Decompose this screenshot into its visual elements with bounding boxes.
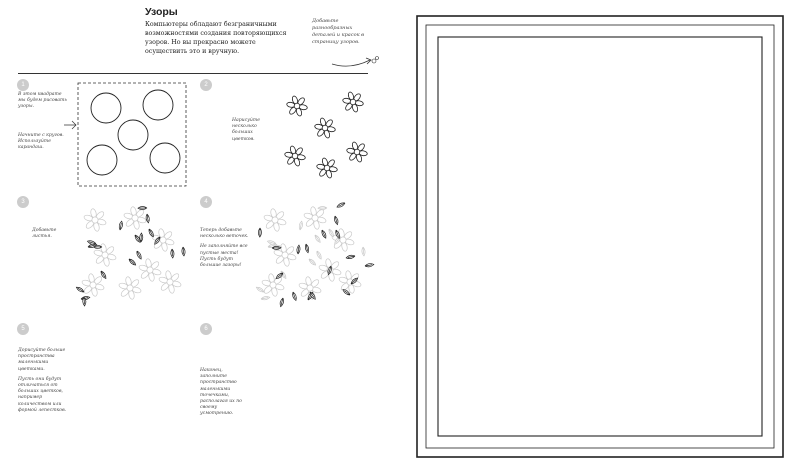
step-1-illustration xyxy=(70,80,190,190)
step-2-text: Нарисуйте несколько больших цветков. xyxy=(232,118,260,142)
step-1-badge: 1 xyxy=(17,79,29,91)
step-2-illustration xyxy=(275,88,385,183)
step-5-text: Дорисуйте больше пространства маленькими цветками. Пусть они будут отличаться от больших цветков, например количеством или формой лепестков. xyxy=(18,348,67,413)
step-2-badge: 2 xyxy=(200,79,212,91)
pattern-page xyxy=(400,0,800,470)
intro-text: Компьютеры обладают безграничными возможностями создания повторяющихся узоров. Но вы прекрасно можете осуществить это и вручную. xyxy=(145,21,287,56)
step-3-illustration xyxy=(75,200,195,315)
page-title: Узоры xyxy=(145,6,178,18)
step-1-text: В этом квадрате мы будем рисовать узоры. Начните с кругов. Используйте карандаш. xyxy=(18,92,67,150)
floral-pattern xyxy=(400,0,800,470)
step-3-text: Добавьте листья. xyxy=(32,228,57,240)
step-5-illustration xyxy=(75,328,195,453)
step-5-badge: 5 xyxy=(17,323,29,335)
header-divider xyxy=(18,73,368,74)
note-arrow-icon xyxy=(330,52,380,72)
step-4-text: Теперь добавьте несколько веточек. Не заполняйте все пустые места! Пусть будут большие зазоры! xyxy=(200,228,249,268)
step-4-badge: 4 xyxy=(200,196,212,208)
step-6-text: Наконец, заполните пространство маленькими точечками, располагая их по своему усмотрению. xyxy=(200,368,242,417)
step-3-badge: 3 xyxy=(17,196,29,208)
side-note: Добавьте разнообразных деталей и красок в страницу узоров. xyxy=(312,18,365,45)
step-6-illustration xyxy=(255,328,385,453)
step-4-illustration xyxy=(255,200,385,315)
step-6-badge: 6 xyxy=(200,323,212,335)
